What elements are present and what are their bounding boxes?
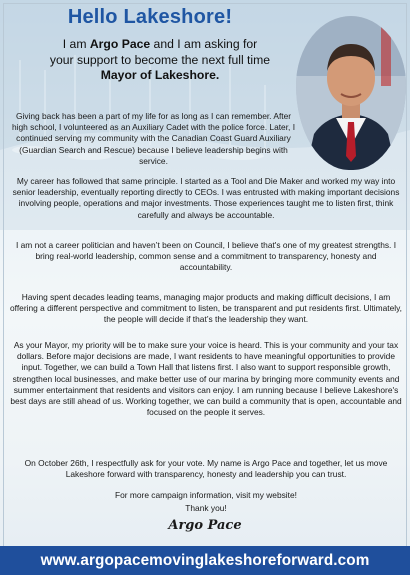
paragraph-5: As your Mayor, my priority will be to make sure your voice is heard. This is your community and your tax dollars. Before major decisions are made, I want residents to have meaningful opportunities to provide input. Together, we can build a Town Hall that listens first. I also want to support responsible growth, strengthen local businesses, and make better use of our marina by bringing more community events and summer entertainment that residents and visitors can enjoy. I am running because I believe Lakeshore's best days are still ahead of us. Working together, we can build a community that is open, accountable and focused on the people it serves. [10, 340, 402, 418]
paragraph-6: On October 26th, I respectfully ask for your vote. My name is Argo Pace and together, let us move Lakeshore forward with transparency, honesty and leadership you can trust. [24, 458, 388, 480]
intro-line2: your support to become the next full time [49, 52, 271, 67]
paragraph-2: My career has followed that same principle. I started as a Tool and Die Maker and worked my way into senior leadership, eventually reporting directly to CEOs. I was entrusted with making important decisions involving people, operations and major investments. Those experiences taught me to listen first, think carefully and always be accountable. [12, 176, 400, 220]
intro-line1-before: I am [62, 37, 90, 51]
website-url[interactable]: www.argopacemovinglakeshoreforward.com [40, 551, 370, 569]
candidate-name: Argo Pace [89, 37, 151, 51]
paragraph-3: I am not a career politician and haven’t been on Council, I believe that's one of my greatest strengths. I bring real-world leadership, common sense and a commitment to transparency, honesty and accountability. [15, 240, 397, 273]
website-banner [0, 546, 410, 575]
page-title: Hello Lakeshore! [67, 6, 233, 28]
thank-you: Thank you! [185, 503, 227, 513]
paragraph-1: Giving back has been a part of my life for as long as I can remember. After high school, I volunteered as an Auxiliary Cadet with the police force. Later, I continued serving my community with the Canadian Coast Guard Auxiliary (Guardian Search and Rescue) because I believe leadership begins with service. [11, 111, 296, 166]
intro-line1-after: and I am asking for [150, 37, 258, 51]
intro-line3: Mayor of Lakeshore. [100, 68, 220, 82]
website-callout: For more campaign information, visit my website! [115, 490, 297, 500]
signature: Argo Pace [168, 518, 242, 533]
paragraph-4: Having spent decades leading teams, managing major products and making difficult decisions, I am offering a different perspective and commitment to listen, be transparent and put residents first. Ultimately, the people will decide if that’s the leadership they want. [10, 292, 402, 325]
intro-text [22, 37, 298, 84]
